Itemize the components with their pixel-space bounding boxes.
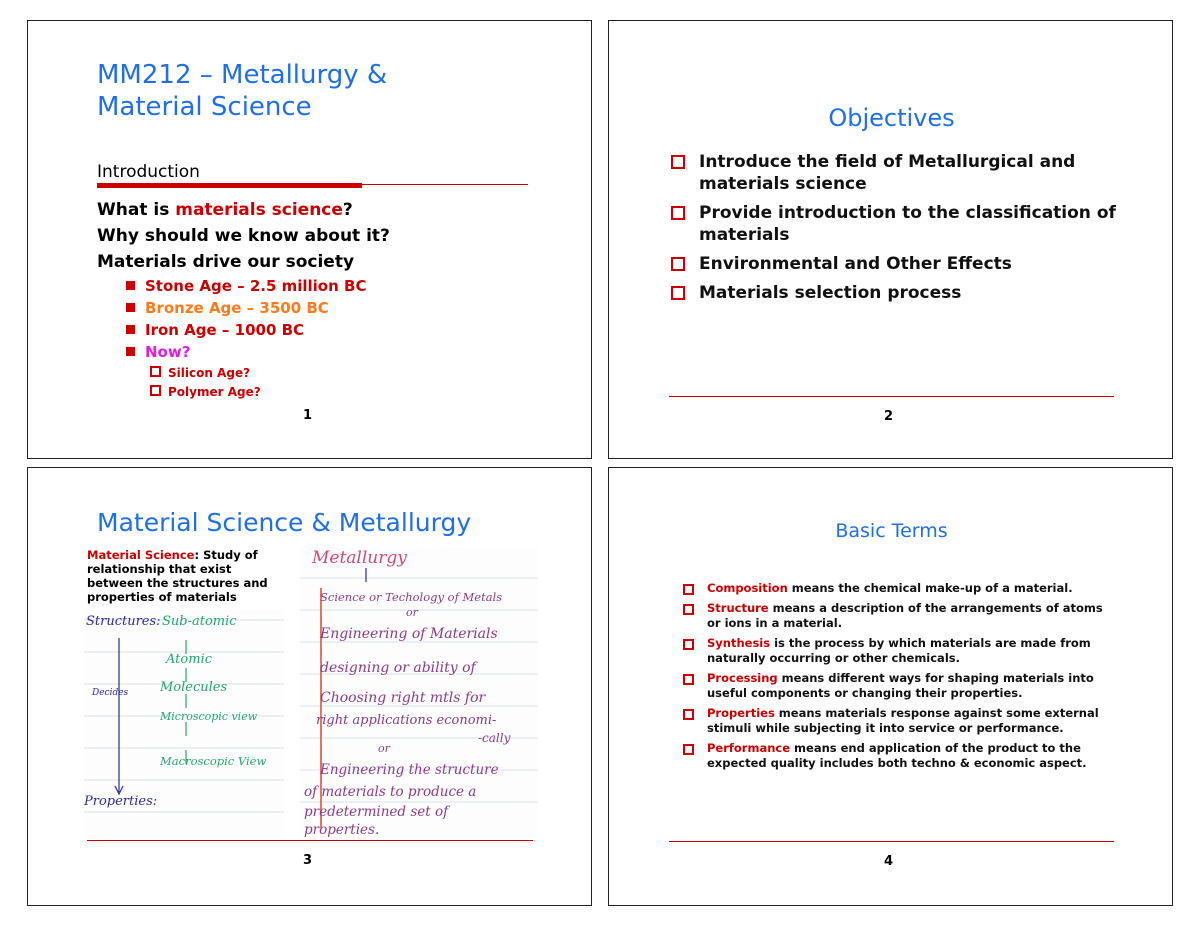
handwritten-notes-left xyxy=(84,610,284,838)
slide-1-title xyxy=(97,59,387,123)
note-right-line-9: properties. xyxy=(304,822,380,838)
note-right-line-3: designing or ability of xyxy=(320,660,476,676)
hollow-square-bullet-icon xyxy=(150,366,161,377)
hollow-square-bullet-icon xyxy=(683,604,694,615)
question-2: Why should we know about it? xyxy=(97,226,390,246)
page-number: 3 xyxy=(303,853,313,868)
material-science-definition: Material Science: Study of relationship that exist between the structures and properties of materials xyxy=(87,548,268,604)
hollow-square-bullet-icon xyxy=(683,639,694,650)
note-or-2: or xyxy=(378,742,390,755)
note-right-line-7: of materials to produce a xyxy=(304,784,477,800)
sub-bullet-polymer-age: Polymer Age? xyxy=(150,383,261,401)
note-atomic: Atomic xyxy=(166,652,212,667)
slide-2 xyxy=(608,20,1173,459)
note-macroscopic: Macroscopic View xyxy=(160,754,267,768)
note-decides: Decides xyxy=(92,688,129,698)
list-item: Synthesis is the process by which materials are made from naturally occurring or other chemicals. xyxy=(683,636,1103,666)
square-bullet-icon xyxy=(126,303,135,312)
hollow-square-bullet-icon xyxy=(683,674,694,685)
note-right-line-8: predetermined set of xyxy=(304,804,449,820)
footer-divider xyxy=(87,840,533,841)
note-right-line-2: Engineering of Materials xyxy=(320,626,498,642)
bullet-bronze-age: Bronze Age – 3500 BC xyxy=(126,297,329,319)
list-item: Structure means a description of the arrangements of atoms or ions in a material. xyxy=(683,601,1103,631)
handwritten-notes-right xyxy=(300,548,538,838)
slide-3-title: Material Science & Metallurgy xyxy=(97,508,472,537)
highlight-materials-science: materials science xyxy=(175,200,343,220)
bullet-stone-age: Stone Age – 2.5 million BC xyxy=(126,275,366,297)
bullet-iron-age: Iron Age – 1000 BC xyxy=(126,319,304,341)
square-bullet-icon xyxy=(126,347,135,356)
list-item: Provide introduction to the classification of materials xyxy=(671,202,1131,246)
list-item: Environmental and Other Effects xyxy=(671,253,1131,275)
objectives-list xyxy=(671,151,1131,311)
slide-4 xyxy=(608,467,1173,906)
page-number: 1 xyxy=(303,408,313,423)
slide-4-title: Basic Terms xyxy=(835,520,948,542)
list-item: Introduce the field of Metallurgical and materials science xyxy=(671,151,1131,195)
hollow-square-bullet-icon xyxy=(150,385,161,396)
hollow-square-bullet-icon xyxy=(683,744,694,755)
note-structures: Structures: xyxy=(86,614,161,629)
footer-divider xyxy=(669,396,1114,397)
note-right-line-5b: -cally xyxy=(478,731,511,745)
slide-1 xyxy=(27,20,592,459)
page-number: 2 xyxy=(884,409,894,424)
list-item: Processing means different ways for shaping materials into useful components or changing their properties. xyxy=(683,671,1103,701)
bullet-now: Now? xyxy=(126,341,190,363)
subtitle-underline-thin xyxy=(362,184,528,185)
hollow-square-bullet-icon xyxy=(671,155,685,169)
note-right-line-1: Science or Techology of Metals xyxy=(320,590,503,604)
hollow-square-bullet-icon xyxy=(683,709,694,720)
question-1: What is materials science? xyxy=(97,200,353,220)
note-molecules: Molecules xyxy=(160,680,228,695)
hollow-square-bullet-icon xyxy=(683,584,694,595)
note-metallurgy: Metallurgy xyxy=(312,548,407,568)
note-right-line-6: Engineering the structure xyxy=(320,762,499,778)
title-line-2: Material Science xyxy=(97,92,312,122)
note-properties: Properties: xyxy=(84,794,158,809)
list-item: Composition means the chemical make-up of a material. xyxy=(683,581,1103,596)
square-bullet-icon xyxy=(126,325,135,334)
note-sub-atomic: Sub-atomic xyxy=(162,614,237,629)
hollow-square-bullet-icon xyxy=(671,206,685,220)
page-number: 4 xyxy=(884,854,894,869)
basic-terms-list xyxy=(683,581,1103,776)
note-right-line-5: right applications economi- xyxy=(316,713,497,728)
slide-2-title: Objectives xyxy=(828,104,955,132)
note-right-line-4: Choosing right mtls for xyxy=(320,690,486,706)
note-microscopic: Microscopic view xyxy=(160,710,258,723)
hollow-square-bullet-icon xyxy=(671,286,685,300)
slide-3 xyxy=(27,467,592,906)
square-bullet-icon xyxy=(126,281,135,290)
hollow-square-bullet-icon xyxy=(671,257,685,271)
slide-1-subtitle: Introduction xyxy=(97,162,200,182)
subtitle-underline-thick xyxy=(97,183,362,188)
question-3: Materials drive our society xyxy=(97,252,355,272)
title-line-1: MM212 – Metallurgy & xyxy=(97,60,388,90)
sub-bullet-silicon-age: Silicon Age? xyxy=(150,364,250,382)
list-item: Properties means materials response against some external stimuli while subjecting it into service or performance. xyxy=(683,706,1103,736)
definition-term: Material Science xyxy=(87,548,195,562)
footer-divider xyxy=(669,841,1114,842)
list-item: Performance means end application of the product to the expected quality includes both techno & economic aspect. xyxy=(683,741,1103,771)
list-item: Materials selection process xyxy=(671,282,1131,304)
note-or-1: or xyxy=(406,606,418,619)
